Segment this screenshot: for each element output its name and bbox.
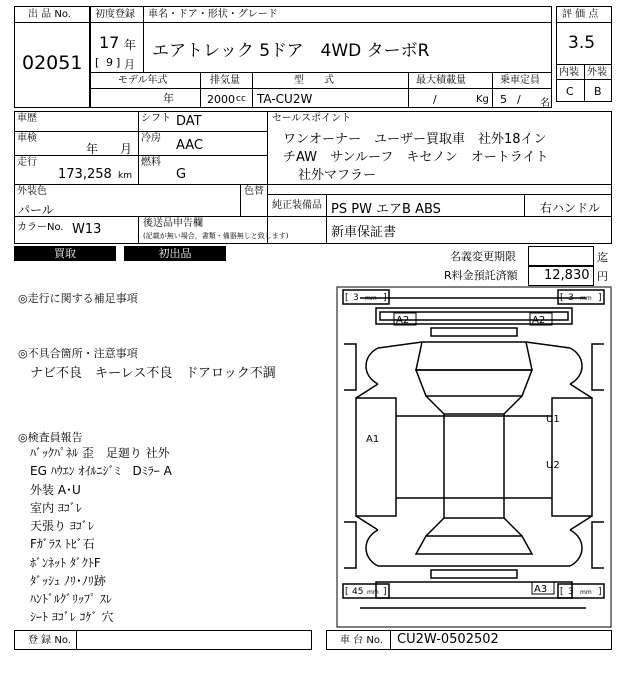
model-year-label: モデル年式 [118,75,168,86]
buy-bar: 買取 [14,246,116,261]
registration-month-unit: 月 [124,58,135,71]
score-value: 3.5 [568,33,596,53]
tire-front-left-open: [ [345,293,349,303]
inspection-month-unit: 月 [120,142,133,156]
defects-label: ◎不具合箇所・注意事項 [18,347,138,360]
model-year-unit: 年 [163,92,174,105]
damage-mark-right-upper: U1 [546,414,560,425]
color-change-label: 色替 [244,186,264,197]
mileage-label: 走行 [17,157,37,168]
name-change-box [528,246,594,266]
steering-value: 右ハンドル [540,201,601,215]
first-listing-bar: 初出品 [124,246,226,261]
inspector-line: ﾀﾞｯｼｭ ﾉﾘ･ﾉﾘ跡 [30,574,106,588]
displacement-label: 排気量 [210,75,240,86]
recycle-unit: 円 [597,270,608,283]
inspector-line: 外装 A･U [30,483,81,497]
inspector-line: Fｶﾞﾗｽ ﾄﾋﾞ石 [30,537,95,551]
inspector-line: ﾊﾞｯｸﾊﾟﾈﾙ 歪 足廻り 社外 [30,446,170,460]
inspector-line: ﾊﾝﾄﾞﾙｸﾞﾘｯﾌﾟ ｽﾚ [30,592,112,606]
tire-front-left: 3 [353,293,359,303]
tire-rear-left-open: [ [345,587,349,597]
damage-mark-front-left: A2 [396,315,410,326]
sales-points-label: セールスポイント [272,113,352,124]
aircon-value: AAC [176,138,203,153]
tire-front-right: 3 [568,293,574,303]
shift-value: DAT [176,114,202,129]
car-description-label: 車名・ドア・形状・グレード [148,9,278,20]
genuine-equipment-label: 純正装備品 [272,200,322,211]
tire-rear-left: 45 [352,587,364,597]
post-send-label: 後送品申告欄 [143,218,203,229]
tire-rear-right-open: [ [560,587,564,597]
damage-mark-right-lower: U2 [546,460,560,471]
warranty-value: 新車保証書 [331,225,397,240]
registration-month: 9 [106,56,113,69]
genuine-equipment-value: PS PW エアB ABS [331,202,441,217]
recycle-label: R料金預託済額 [444,269,518,282]
max-load-label: 最大積載量 [416,75,466,86]
interior-grade: C [566,85,574,98]
month-bracket-open: [ [95,56,100,69]
inspection-year-unit: 年 [86,142,99,156]
registration-year: 17 [99,33,120,52]
aircon-label: 冷房 [141,133,161,144]
registration-year-unit: 年 [124,38,137,52]
capacity-slash: / [517,93,521,106]
tire-front-right-unit: mm [580,295,592,302]
mileage-unit: km [118,171,132,181]
car-name: エアトレック 5ドア 4WD ターボR [152,41,430,61]
fuel-value: G [176,167,187,182]
color-number-label: カラーNo. [17,222,64,233]
fuel-label: 燃料 [141,157,161,168]
interior-label: 内装 [559,67,579,78]
tire-rear-left-unit: mm [367,589,379,596]
exterior-color-label: 外装色 [17,186,47,197]
exterior-color-value: パール [18,203,54,217]
exterior-label: 外装 [587,67,607,78]
displacement-unit: cc [236,94,246,104]
inspection-label: 車検 [17,133,37,144]
capacity-value: 5 [500,93,507,106]
inspector-line: ﾎﾞﾝﾈｯﾄ ﾀﾞｸﾄF [30,556,101,570]
max-load-slash: / [433,93,437,106]
max-load-unit: Kg [476,94,489,105]
capacity-label: 乗車定員 [500,75,540,86]
lot-number: 02051 [22,52,83,74]
tire-rear-left-close: ] [383,587,387,597]
defects-text: ナビ不良 キーレス不良 ドアロック不調 [30,366,276,381]
inspector-line: 天張り ﾖｺﾞﾚ [30,519,94,533]
tire-rear-right-close: ] [598,587,602,597]
tire-rear-right: 3 [568,587,574,597]
name-change-unit: 迄 [597,251,608,264]
tire-front-left-unit: mm [365,295,377,302]
chassis-number-label: 車 台 No. [340,635,383,646]
displacement-value: 2000 [207,93,235,106]
inspector-line: 室内 ﾖｺﾞﾚ [30,501,82,515]
post-send-note: (記載が無い場合，書類・備器無しと致します) [143,232,289,240]
damage-mark-rear-right: A3 [534,584,548,595]
history-label: 車歴 [17,113,37,124]
name-change-label: 名義変更期限 [450,250,516,263]
sales-point-line-2: チAW サンルーフ キセノン オートライト [283,150,549,165]
sales-point-line-1: ワンオーナー ユーザー買取車 社外18イン [283,132,547,147]
score-label: 評 価 点 [562,9,599,20]
sales-point-line-3: 社外マフラー [298,168,377,183]
inspector-line: EG ﾊｳｴﾝ ｵｲﾙﾆｼﾞﾐ Dﾐﾗｰ A [30,464,172,478]
mileage-value: 173,258 [58,167,112,182]
lot-number-label: 出 品 No. [28,9,71,20]
type-code: TA-CU2W [257,92,313,106]
driving-notes-label: ◎走行に関する補足事項 [18,292,138,305]
color-number-value: W13 [72,222,102,237]
tire-front-left-close: ] [383,293,387,303]
tire-rear-right-unit: mm [580,589,592,596]
tire-front-right-open: [ [560,293,564,303]
inspector-line: ｼｰﾄ ﾖｺﾞﾚ ｺｹﾞ 穴 [30,610,114,624]
month-bracket-close: ] [116,56,121,69]
car-damage-diagram [336,286,612,628]
chassis-number: CU2W-0502502 [397,632,499,647]
first-registration-label: 初度登録 [95,9,135,20]
damage-mark-front-right: A2 [532,315,546,326]
exterior-grade: B [594,85,602,98]
capacity-unit: 名 [540,98,550,109]
shift-label: シフト [141,113,171,124]
inspector-report-label: ◎検査員報告 [18,431,83,444]
registration-number-label: 登 録 No. [28,635,71,646]
type-label: 型 式 [294,75,334,86]
tire-front-right-close: ] [598,293,602,303]
recycle-amount: 12,830 [544,268,590,283]
damage-mark-left-side: A1 [366,434,380,445]
